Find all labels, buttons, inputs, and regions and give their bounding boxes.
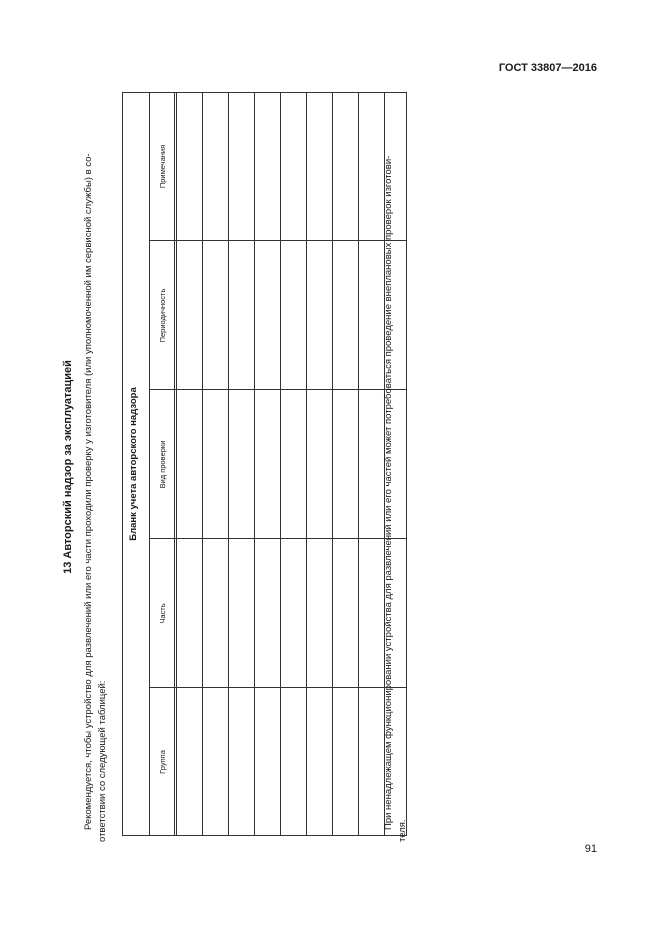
intro-line-1: Рекомендуется, чтобы устройство для развлечений или его части проходили проверку у изготовителя (или уполномоченной им сервисной службы) в со-: [83, 153, 94, 830]
column-header-group: Группа: [158, 750, 167, 774]
section-title: 13 Авторский надзор за эксплуатацией: [62, 360, 74, 574]
rotated-content: [60, 92, 408, 842]
table-title: Бланк учета авторского надзора: [128, 387, 139, 541]
footnote-line-2: теля.: [397, 819, 408, 842]
footnote-line-1: При ненадлежащем функционировании устройства для развлечений или его частей может потребоваться проведение внеплановых проверок изготови-: [383, 155, 394, 830]
intro-paragraph: [82, 92, 110, 842]
column-header-periodicity: Периодичность: [158, 288, 167, 343]
column-header-part: Часть: [158, 603, 167, 624]
page-number: 91: [584, 843, 597, 855]
column-header-inspection-type: Вид проверки: [158, 440, 167, 489]
intro-line-2: ответствии со следующей таблицей:: [97, 680, 108, 842]
column-header-notes: Примечания: [158, 144, 167, 189]
inspection-table: [122, 92, 407, 836]
footnote-paragraph: [382, 92, 410, 842]
standard-code: ГОСТ 33807—2016: [498, 62, 597, 74]
